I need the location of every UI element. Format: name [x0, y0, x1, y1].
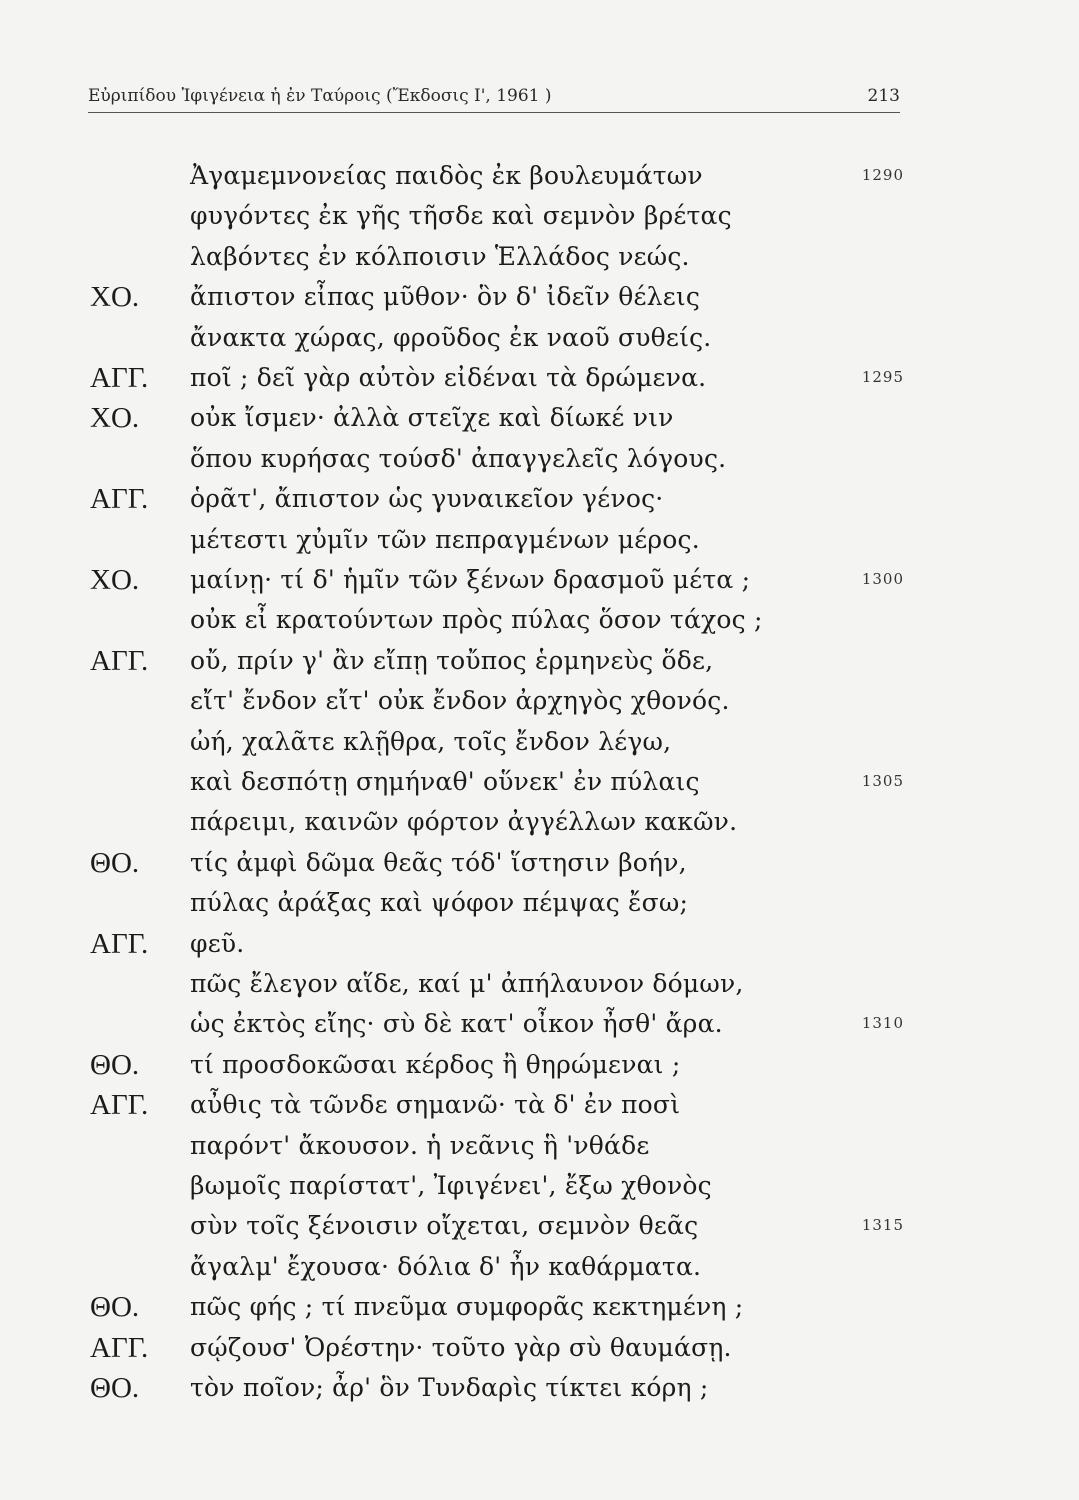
verse-text: σῴζουσ' Ὀρέστην· τοῦτο γὰρ σὺ θαυμάσῃ. — [190, 1332, 732, 1362]
speaker-label: ΧΟ. — [90, 564, 140, 596]
verse-text: καὶ δεσπότῃ σημήναθ' οὕνεκ' ἐν πύλαις — [190, 767, 700, 796]
verse-line — [0, 847, 1079, 887]
verse-line — [0, 362, 1079, 402]
verse-text: τί προσδοκῶσαι κέρδος ἢ θηρώμεναι ; — [190, 1049, 681, 1079]
verse-text: πῶς φής ; τί πνεῦμα συμφορᾶς κεκτημένη ; — [190, 1292, 744, 1322]
verse-line — [0, 887, 1079, 927]
verse-line — [0, 806, 1079, 846]
verse-line — [0, 241, 1079, 281]
verse-line — [0, 160, 1079, 200]
line-number: 1310 — [861, 1014, 904, 1033]
verse-line — [0, 1372, 1079, 1412]
verse-line — [0, 1130, 1079, 1170]
verse-line — [0, 402, 1079, 442]
verse-text: αὖθις τὰ τῶνδε σημανῶ· τὰ δ' ἐν ποσὶ — [190, 1090, 681, 1120]
verse-text: οὐκ ἴσμεν· ἀλλὰ στεῖχε καὶ δίωκέ νιν — [190, 403, 674, 433]
verse-line — [0, 968, 1079, 1008]
running-header — [88, 86, 900, 113]
line-number: 1290 — [861, 166, 904, 184]
speaker-label: ΘΟ. — [90, 1048, 140, 1081]
verse-line — [0, 685, 1079, 725]
verse-line — [0, 766, 1079, 806]
speaker-label: ΘΟ. — [90, 1372, 140, 1404]
verse-text: ὠή, χαλᾶτε κλῇθρα, τοῖς ἔνδον λέγω, — [190, 726, 672, 756]
verse-text: σὺν τοῖς ξένοισιν οἴχεται, σεμνὸν θεᾶς — [190, 1211, 699, 1241]
speaker-label: ΘΟ. — [90, 846, 140, 879]
speaker-label: ΘΟ. — [90, 1291, 140, 1324]
speaker-label: ΑΓΓ. — [90, 483, 149, 516]
line-number: 1305 — [861, 772, 904, 790]
verse-line — [0, 1008, 1079, 1048]
verse-text: παρόντ' ἄκουσον. ἡ νεᾶνις ἣ 'νθάδε — [190, 1130, 650, 1160]
verse-line — [0, 1049, 1079, 1089]
verse-text: ἄνακτα χώρας, φροῦδος ἐκ ναοῦ συθείς. — [190, 322, 712, 352]
verse-line — [0, 524, 1079, 564]
verse-text: τὸν ποῖον; ἆρ' ὃν Τυνδαρὶς τίκτει κόρη ; — [190, 1373, 709, 1402]
verse-line — [0, 1332, 1079, 1372]
verse-line — [0, 645, 1079, 685]
verse-text: φυγόντες ἐκ γῆς τῆσδε καὶ σεμνὸν βρέτας — [190, 201, 732, 231]
speaker-label: ΑΓΓ. — [90, 1089, 149, 1122]
speaker-label: ΑΓΓ. — [90, 1331, 149, 1364]
verse-text: Ἀγαμεμνονείας παιδὸς ἐκ βουλευμάτων — [190, 161, 703, 190]
verse-text: ὅπου κυρήσας τούσδ' ἀπαγγελεῖς λόγους. — [190, 443, 727, 473]
verse-line — [0, 1210, 1079, 1250]
verse-text: εἴτ' ἔνδον εἴτ' οὐκ ἔνδον ἀρχηγὸς χθονός. — [190, 686, 730, 716]
speaker-label: ΑΓΓ. — [90, 644, 149, 677]
verse-line — [0, 322, 1079, 362]
verse-line — [0, 1251, 1079, 1291]
line-number: 1315 — [861, 1216, 904, 1235]
verse-text: ὡς ἐκτὸς εἴης· σὺ δὲ κατ' οἶκον ἦσθ' ἄρα. — [190, 1009, 723, 1039]
verse-text: πάρειμι, καινῶν φόρτον ἀγγέλλων κακῶν. — [190, 807, 738, 837]
verse-line — [0, 604, 1079, 644]
speaker-label: ΑΓΓ. — [90, 362, 149, 394]
verse-line — [0, 726, 1079, 766]
verse-text: ἄπιστον εἶπας μῦθον· ὃν δ' ἰδεῖν θέλεις — [190, 282, 701, 312]
verse-text: λαβόντες ἐν κόλποισιν Ἑλλάδος νεώς. — [190, 241, 690, 271]
line-number: 1295 — [861, 368, 904, 386]
verse-line — [0, 1089, 1079, 1129]
verse-line — [0, 1291, 1079, 1331]
verse-text: πύλας ἀράξας καὶ ψόφον πέμψας ἔσω; — [190, 888, 689, 918]
verse-text: μαίνῃ· τί δ' ἡμῖν τῶν ξένων δρασμοῦ μέτα ; — [190, 565, 751, 594]
verse-text: βωμοῖς παρίστατ', Ἰφιγένει', ἔξω χθονὸς — [190, 1171, 712, 1200]
verse-line — [0, 200, 1079, 240]
verse-text: οὔ, πρίν γ' ἂν εἴπῃ τοὔπος ἑρμηνεὺς ὅδε, — [190, 645, 714, 675]
line-number: 1300 — [861, 570, 904, 588]
verse-line — [0, 443, 1079, 483]
verse-text: ποῖ ; δεῖ γὰρ αὐτὸν εἰδέναι τὰ δρώμενα. — [190, 363, 707, 392]
verse-text: οὐκ εἶ κρατούντων πρὸς πύλας ὅσον τάχος ; — [190, 605, 763, 635]
speaker-label: ΑΓΓ. — [90, 927, 149, 960]
speaker-label: ΧΟ. — [90, 402, 140, 435]
verse-text: τίς ἀμφὶ δῶμα θεᾶς τόδ' ἵστησιν βοήν, — [190, 847, 687, 877]
verse-line — [0, 928, 1079, 968]
verse-line — [0, 483, 1079, 523]
verse-text: ὁρᾶτ', ἄπιστον ὡς γυναικεῖον γένος· — [190, 484, 664, 514]
verse-line — [0, 281, 1079, 321]
verse-line — [0, 1170, 1079, 1210]
verse-text: μέτεστι χὐμῖν τῶν πεπραγμένων μέρος. — [190, 524, 700, 554]
verse-text: πῶς ἔλεγον αἵδε, καί μ' ἀπήλαυνον δόμων, — [190, 969, 744, 998]
header-title: Εὐριπίδου Ἰφιγένεια ἡ ἐν Ταύροις (Ἔκδοσις Ι', 1961 ) — [88, 86, 552, 106]
page-number: 213 — [867, 86, 900, 106]
verse-text: φεῦ. — [190, 928, 245, 958]
speaker-label: ΧΟ. — [90, 281, 140, 314]
verse-line — [0, 564, 1079, 604]
verse-text: ἄγαλμ' ἔχουσα· δόλια δ' ἦν καθάρματα. — [190, 1251, 702, 1281]
